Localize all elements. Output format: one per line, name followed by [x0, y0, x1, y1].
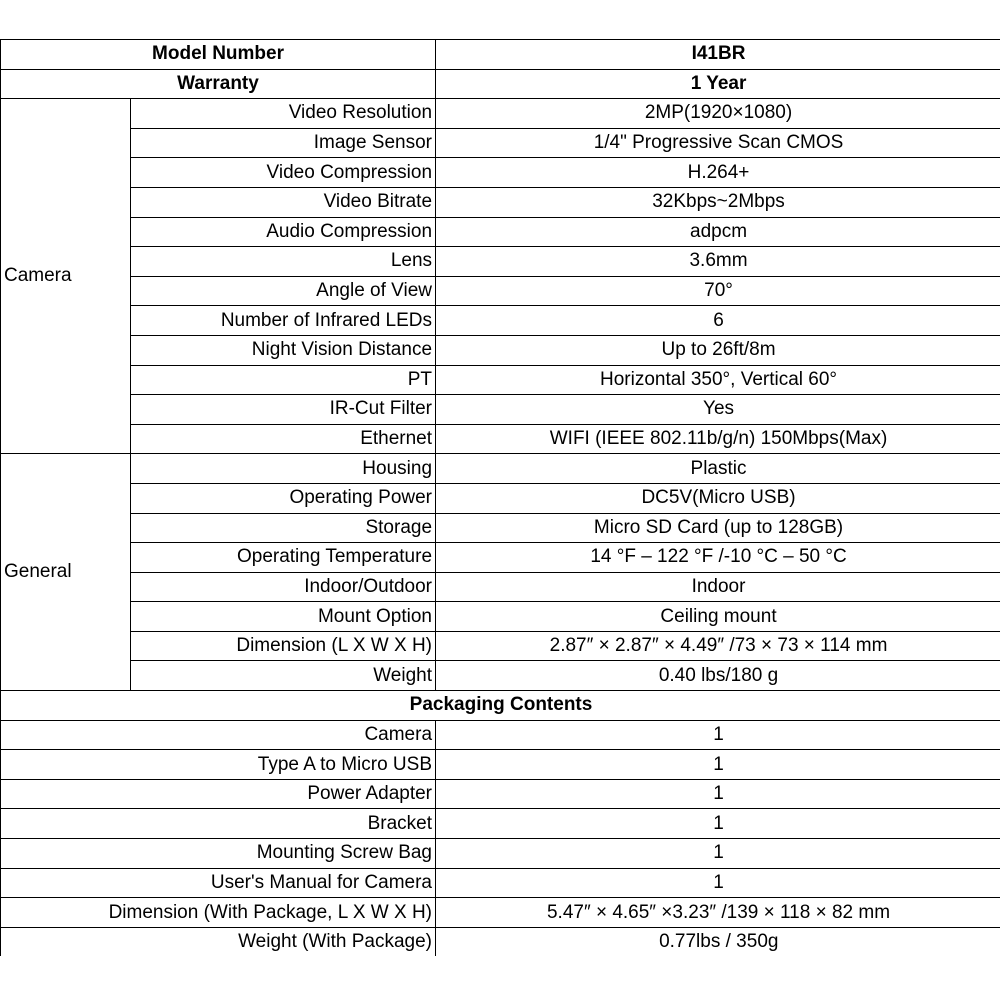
spec-value: 2MP(1920×1080): [436, 99, 1000, 129]
spec-row: [1, 661, 1000, 691]
spec-value: Horizontal 350°, Vertical 60°: [436, 365, 1000, 395]
spec-value: adpcm: [436, 217, 1000, 247]
spec-value: I41BR: [436, 40, 1000, 70]
spec-row: [1, 483, 1000, 513]
spec-label: Power Adapter: [1, 779, 436, 809]
spec-label: Camera: [1, 720, 436, 750]
spec-label: Dimension (L X W X H): [131, 631, 436, 661]
spec-value: 1 Year: [436, 69, 1000, 99]
spec-label: Angle of View: [131, 276, 436, 306]
spec-row: [1, 217, 1000, 247]
spec-label: Lens: [131, 247, 436, 277]
spec-row: [1, 602, 1000, 632]
spec-row: [1, 424, 1000, 454]
spec-label: Image Sensor: [131, 128, 436, 158]
spec-value: Yes: [436, 395, 1000, 425]
spec-table: [0, 39, 1000, 956]
spec-value: 14 °F – 122 °F /-10 °C – 50 °C: [436, 543, 1000, 573]
spec-label: Mounting Screw Bag: [1, 839, 436, 869]
spec-value: H.264+: [436, 158, 1000, 188]
spec-value: 0.77lbs / 350g: [436, 927, 1000, 956]
spec-label: Audio Compression: [131, 217, 436, 247]
spec-value: 1: [436, 809, 1000, 839]
spec-value: Up to 26ft/8m: [436, 335, 1000, 365]
spec-row: [1, 779, 1000, 809]
spec-value: 5.47″ × 4.65″ ×3.23″ /139 × 118 × 82 mm: [436, 898, 1000, 928]
spec-label: Housing: [131, 454, 436, 484]
spec-label: Weight: [131, 661, 436, 691]
spec-row: [1, 335, 1000, 365]
spec-value: DC5V(Micro USB): [436, 483, 1000, 513]
spec-value: 2.87″ × 2.87″ × 4.49″ /73 × 73 × 114 mm: [436, 631, 1000, 661]
spec-label: PT: [131, 365, 436, 395]
spec-value: 1: [436, 839, 1000, 869]
spec-row: [1, 839, 1000, 869]
spec-value: Micro SD Card (up to 128GB): [436, 513, 1000, 543]
spec-label: Indoor/Outdoor: [131, 572, 436, 602]
spec-row: [1, 454, 1000, 484]
spec-row: [1, 720, 1000, 750]
spec-value: Plastic: [436, 454, 1000, 484]
spec-label: Bracket: [1, 809, 436, 839]
spec-row: [1, 187, 1000, 217]
spec-label: Model Number: [1, 40, 436, 70]
spec-label: User's Manual for Camera: [1, 868, 436, 898]
spec-value: 1/4" Progressive Scan CMOS: [436, 128, 1000, 158]
spec-row: [1, 306, 1000, 336]
spec-row: [1, 513, 1000, 543]
spec-row: [1, 158, 1000, 188]
spec-row: [1, 128, 1000, 158]
spec-label: IR-Cut Filter: [131, 395, 436, 425]
spec-label: Warranty: [1, 69, 436, 99]
spec-row: [1, 247, 1000, 277]
spec-label: Mount Option: [131, 602, 436, 632]
spec-label: Operating Temperature: [131, 543, 436, 573]
spec-row: [1, 809, 1000, 839]
spec-value: 1: [436, 868, 1000, 898]
spec-label: Dimension (With Package, L X W X H): [1, 898, 436, 928]
spec-row: [1, 99, 1000, 129]
group-label-general: General: [1, 454, 131, 691]
spec-label: Video Compression: [131, 158, 436, 188]
spec-value: 0.40 lbs/180 g: [436, 661, 1000, 691]
spec-label: Video Bitrate: [131, 187, 436, 217]
spec-value: 1: [436, 720, 1000, 750]
spec-value: Indoor: [436, 572, 1000, 602]
spec-row: [1, 543, 1000, 573]
spec-label: Storage: [131, 513, 436, 543]
spec-label: Ethernet: [131, 424, 436, 454]
spec-value: 3.6mm: [436, 247, 1000, 277]
spec-row: [1, 395, 1000, 425]
section-title: Packaging Contents: [1, 691, 1000, 721]
spec-label: Night Vision Distance: [131, 335, 436, 365]
spec-row: [1, 631, 1000, 661]
spec-label: Operating Power: [131, 483, 436, 513]
spec-label: Weight (With Package): [1, 927, 436, 956]
spec-value: 70°: [436, 276, 1000, 306]
spec-value: 1: [436, 779, 1000, 809]
spec-row: [1, 365, 1000, 395]
spec-row: [1, 927, 1000, 956]
spec-label: Type A to Micro USB: [1, 750, 436, 780]
spec-row-model-number: [1, 40, 1000, 70]
spec-row: [1, 572, 1000, 602]
spec-row: [1, 868, 1000, 898]
spec-row: [1, 276, 1000, 306]
spec-label: Video Resolution: [131, 99, 436, 129]
group-label-camera: Camera: [1, 99, 131, 454]
spec-value: 1: [436, 750, 1000, 780]
spec-value: 32Kbps~2Mbps: [436, 187, 1000, 217]
spec-row: [1, 898, 1000, 928]
spec-row-warranty: [1, 69, 1000, 99]
spec-row: [1, 750, 1000, 780]
section-header-packaging: [1, 691, 1000, 721]
spec-value: 6: [436, 306, 1000, 336]
spec-label: Number of Infrared LEDs: [131, 306, 436, 336]
spec-value: WIFI (IEEE 802.11b/g/n) 150Mbps(Max): [436, 424, 1000, 454]
spec-value: Ceiling mount: [436, 602, 1000, 632]
